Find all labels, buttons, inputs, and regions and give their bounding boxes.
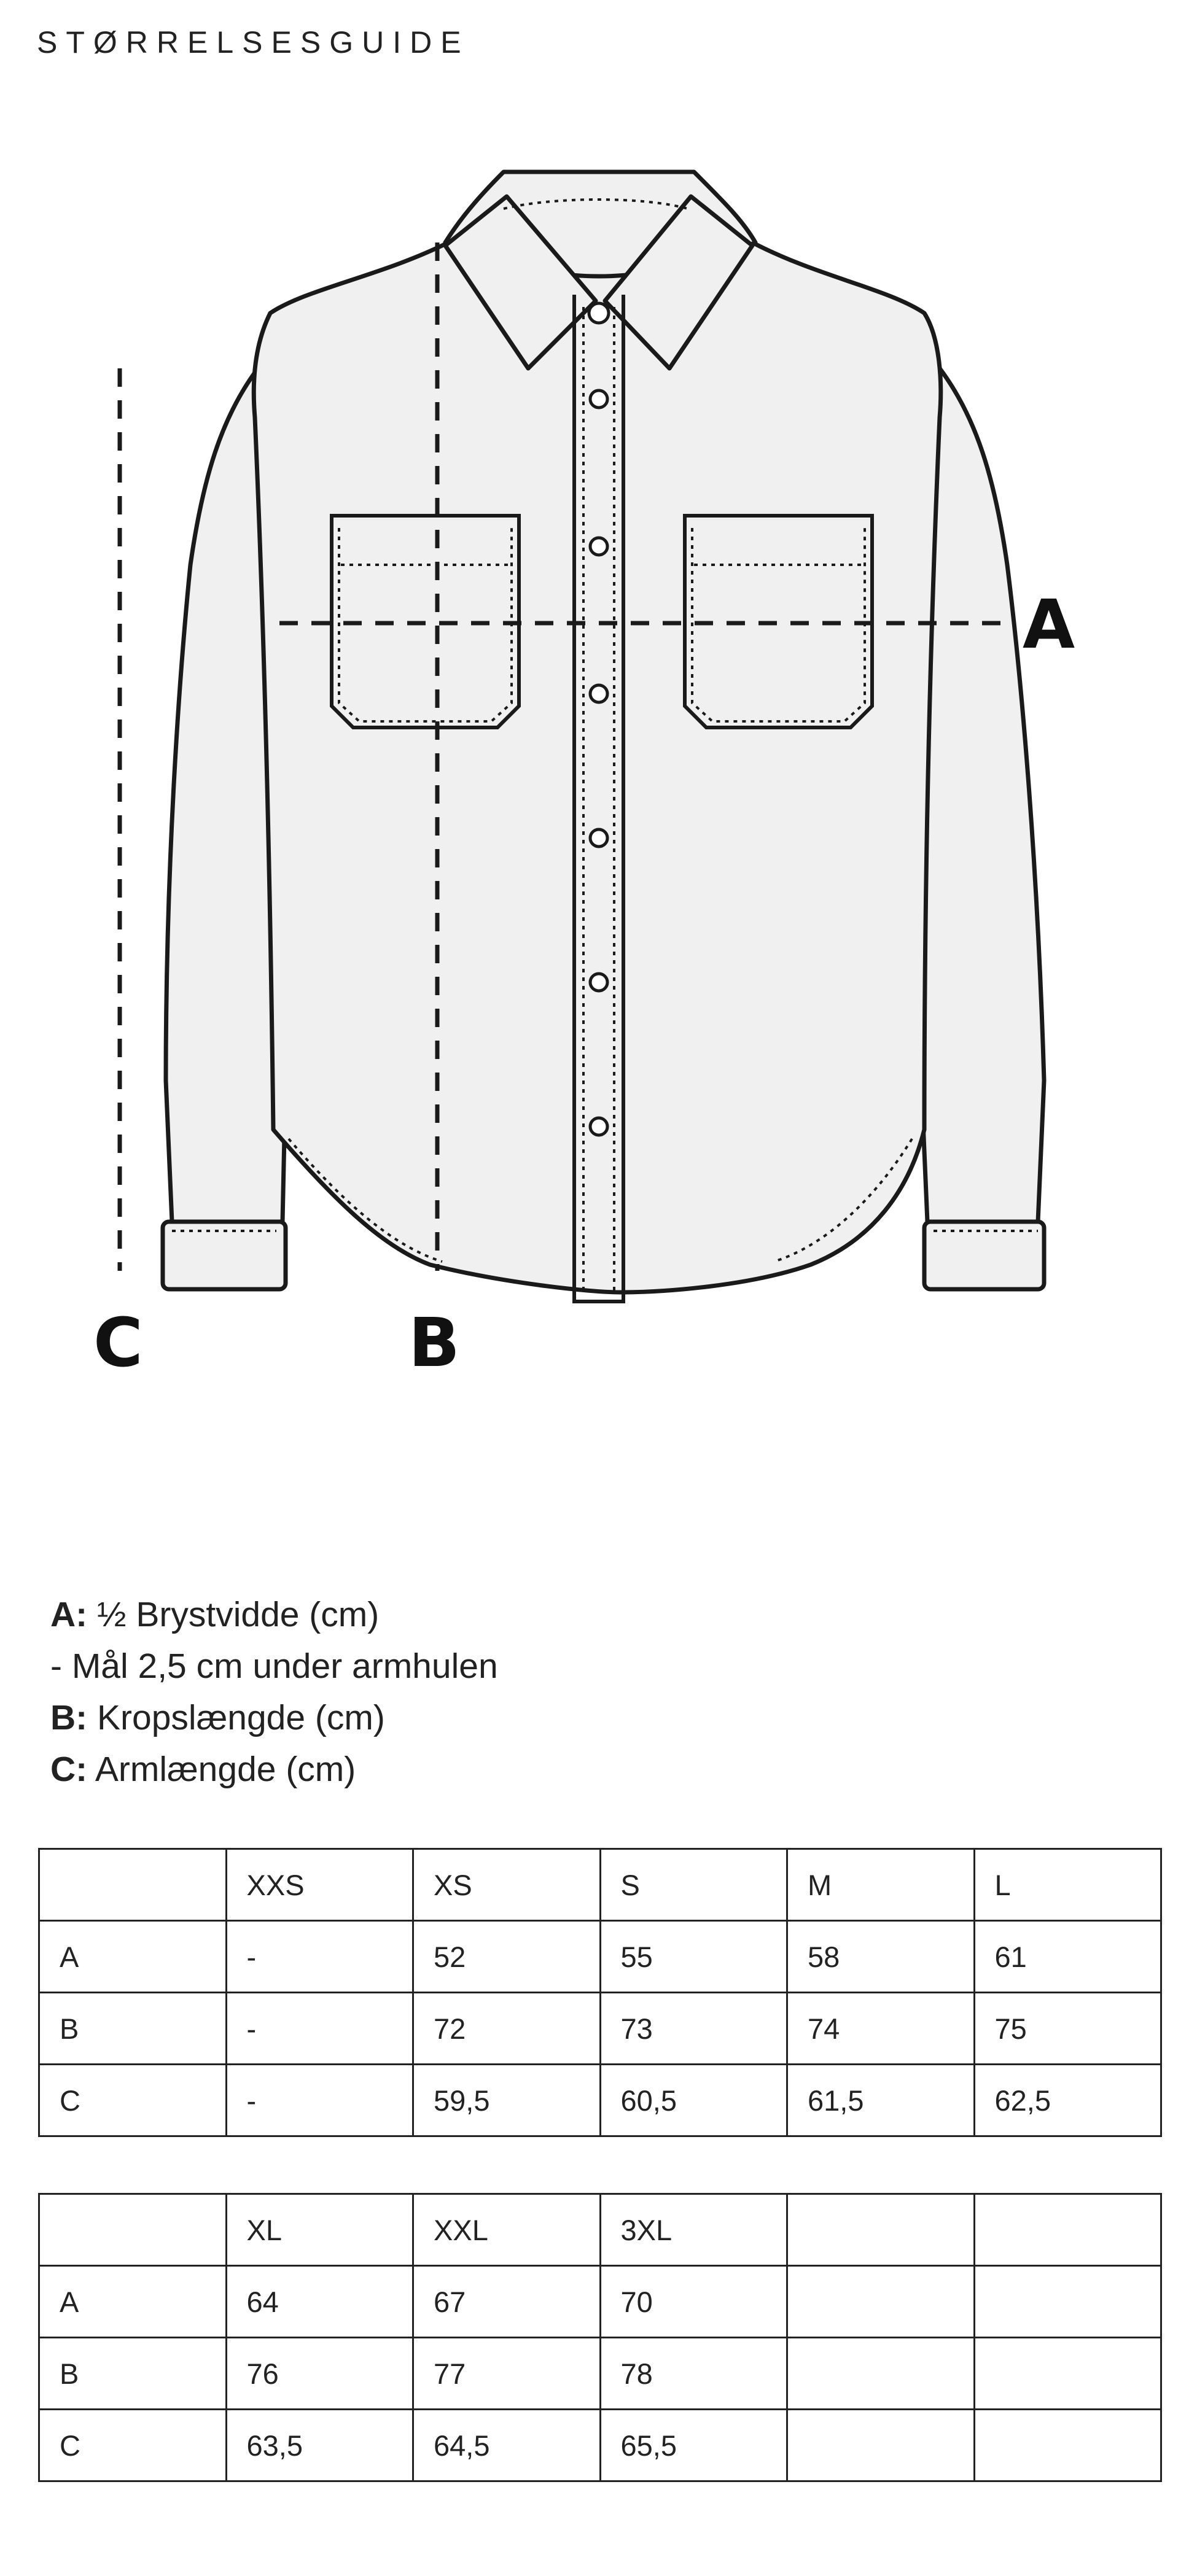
table-cell: B — [39, 1993, 227, 2065]
table-cell — [974, 2338, 1161, 2410]
table-cell: 62,5 — [974, 2065, 1161, 2136]
table-cell: 63,5 — [226, 2410, 413, 2481]
header-cell: XL — [226, 2194, 413, 2266]
label-a: A — [1023, 585, 1075, 664]
table-cell: C — [39, 2065, 227, 2136]
legend-note: - Mål 2,5 cm under armhulen — [50, 1647, 498, 1686]
table-row — [39, 2065, 1161, 2136]
header-cell: XXL — [413, 2194, 601, 2266]
table-cell: 59,5 — [413, 2065, 601, 2136]
table-cell — [974, 2410, 1161, 2481]
table-cell: 67 — [413, 2266, 601, 2338]
page-title: STØRRELSESGUIDE — [37, 25, 470, 60]
header-cell: L — [974, 1849, 1161, 1921]
table-row — [39, 2266, 1161, 2338]
size-table-2 — [38, 2193, 1162, 2482]
header-cell — [787, 2194, 975, 2266]
table-cell: 75 — [974, 1993, 1161, 2065]
table-cell: 74 — [787, 1993, 975, 2065]
header-cell: M — [787, 1849, 975, 1921]
table-cell: 72 — [413, 1993, 601, 2065]
table-cell: 52 — [413, 1921, 601, 1993]
table-cell: 76 — [226, 2338, 413, 2410]
table-cell: C — [39, 2410, 227, 2481]
table-row — [39, 2338, 1161, 2410]
header-cell — [39, 2194, 227, 2266]
label-b: B — [408, 1303, 460, 1382]
table-header-row — [39, 1849, 1161, 1921]
table-cell: - — [226, 1921, 413, 1993]
table-row — [39, 1993, 1161, 2065]
table-cell — [974, 2266, 1161, 2338]
table-cell: 77 — [413, 2338, 601, 2410]
label-c: C — [93, 1303, 143, 1382]
table-row — [39, 1921, 1161, 1993]
legend-a: A: ½ Brystvidde (cm) — [50, 1595, 380, 1634]
table-cell — [787, 2410, 975, 2481]
table-header-row — [39, 2194, 1161, 2266]
table-cell: 64,5 — [413, 2410, 601, 2481]
table-cell: 60,5 — [600, 2065, 787, 2136]
legend-b: B: Kropslængde (cm) — [50, 1698, 385, 1737]
table-cell: 65,5 — [600, 2410, 787, 2481]
header-cell — [974, 2194, 1161, 2266]
shirt-measurement-diagram — [0, 135, 1197, 1412]
table-cell: 58 — [787, 1921, 975, 1993]
table-cell: 61 — [974, 1921, 1161, 1993]
header-cell: XXS — [226, 1849, 413, 1921]
table-cell: 78 — [600, 2338, 787, 2410]
table-cell: B — [39, 2338, 227, 2410]
header-cell: 3XL — [600, 2194, 787, 2266]
table-cell: 73 — [600, 1993, 787, 2065]
table-cell: A — [39, 2266, 227, 2338]
size-table-1 — [38, 1848, 1162, 2137]
table-cell — [787, 2266, 975, 2338]
table-cell: 61,5 — [787, 2065, 975, 2136]
table-cell: - — [226, 1993, 413, 2065]
table-row — [39, 2410, 1161, 2481]
measurement-legend — [50, 1589, 498, 1795]
legend-c: C: Armlængde (cm) — [50, 1750, 356, 1789]
table-cell: 64 — [226, 2266, 413, 2338]
header-cell — [39, 1849, 227, 1921]
table-cell: 70 — [600, 2266, 787, 2338]
table-cell: - — [226, 2065, 413, 2136]
table-cell: 55 — [600, 1921, 787, 1993]
header-cell: XS — [413, 1849, 601, 1921]
header-cell: S — [600, 1849, 787, 1921]
table-cell: A — [39, 1921, 227, 1993]
table-cell — [787, 2338, 975, 2410]
